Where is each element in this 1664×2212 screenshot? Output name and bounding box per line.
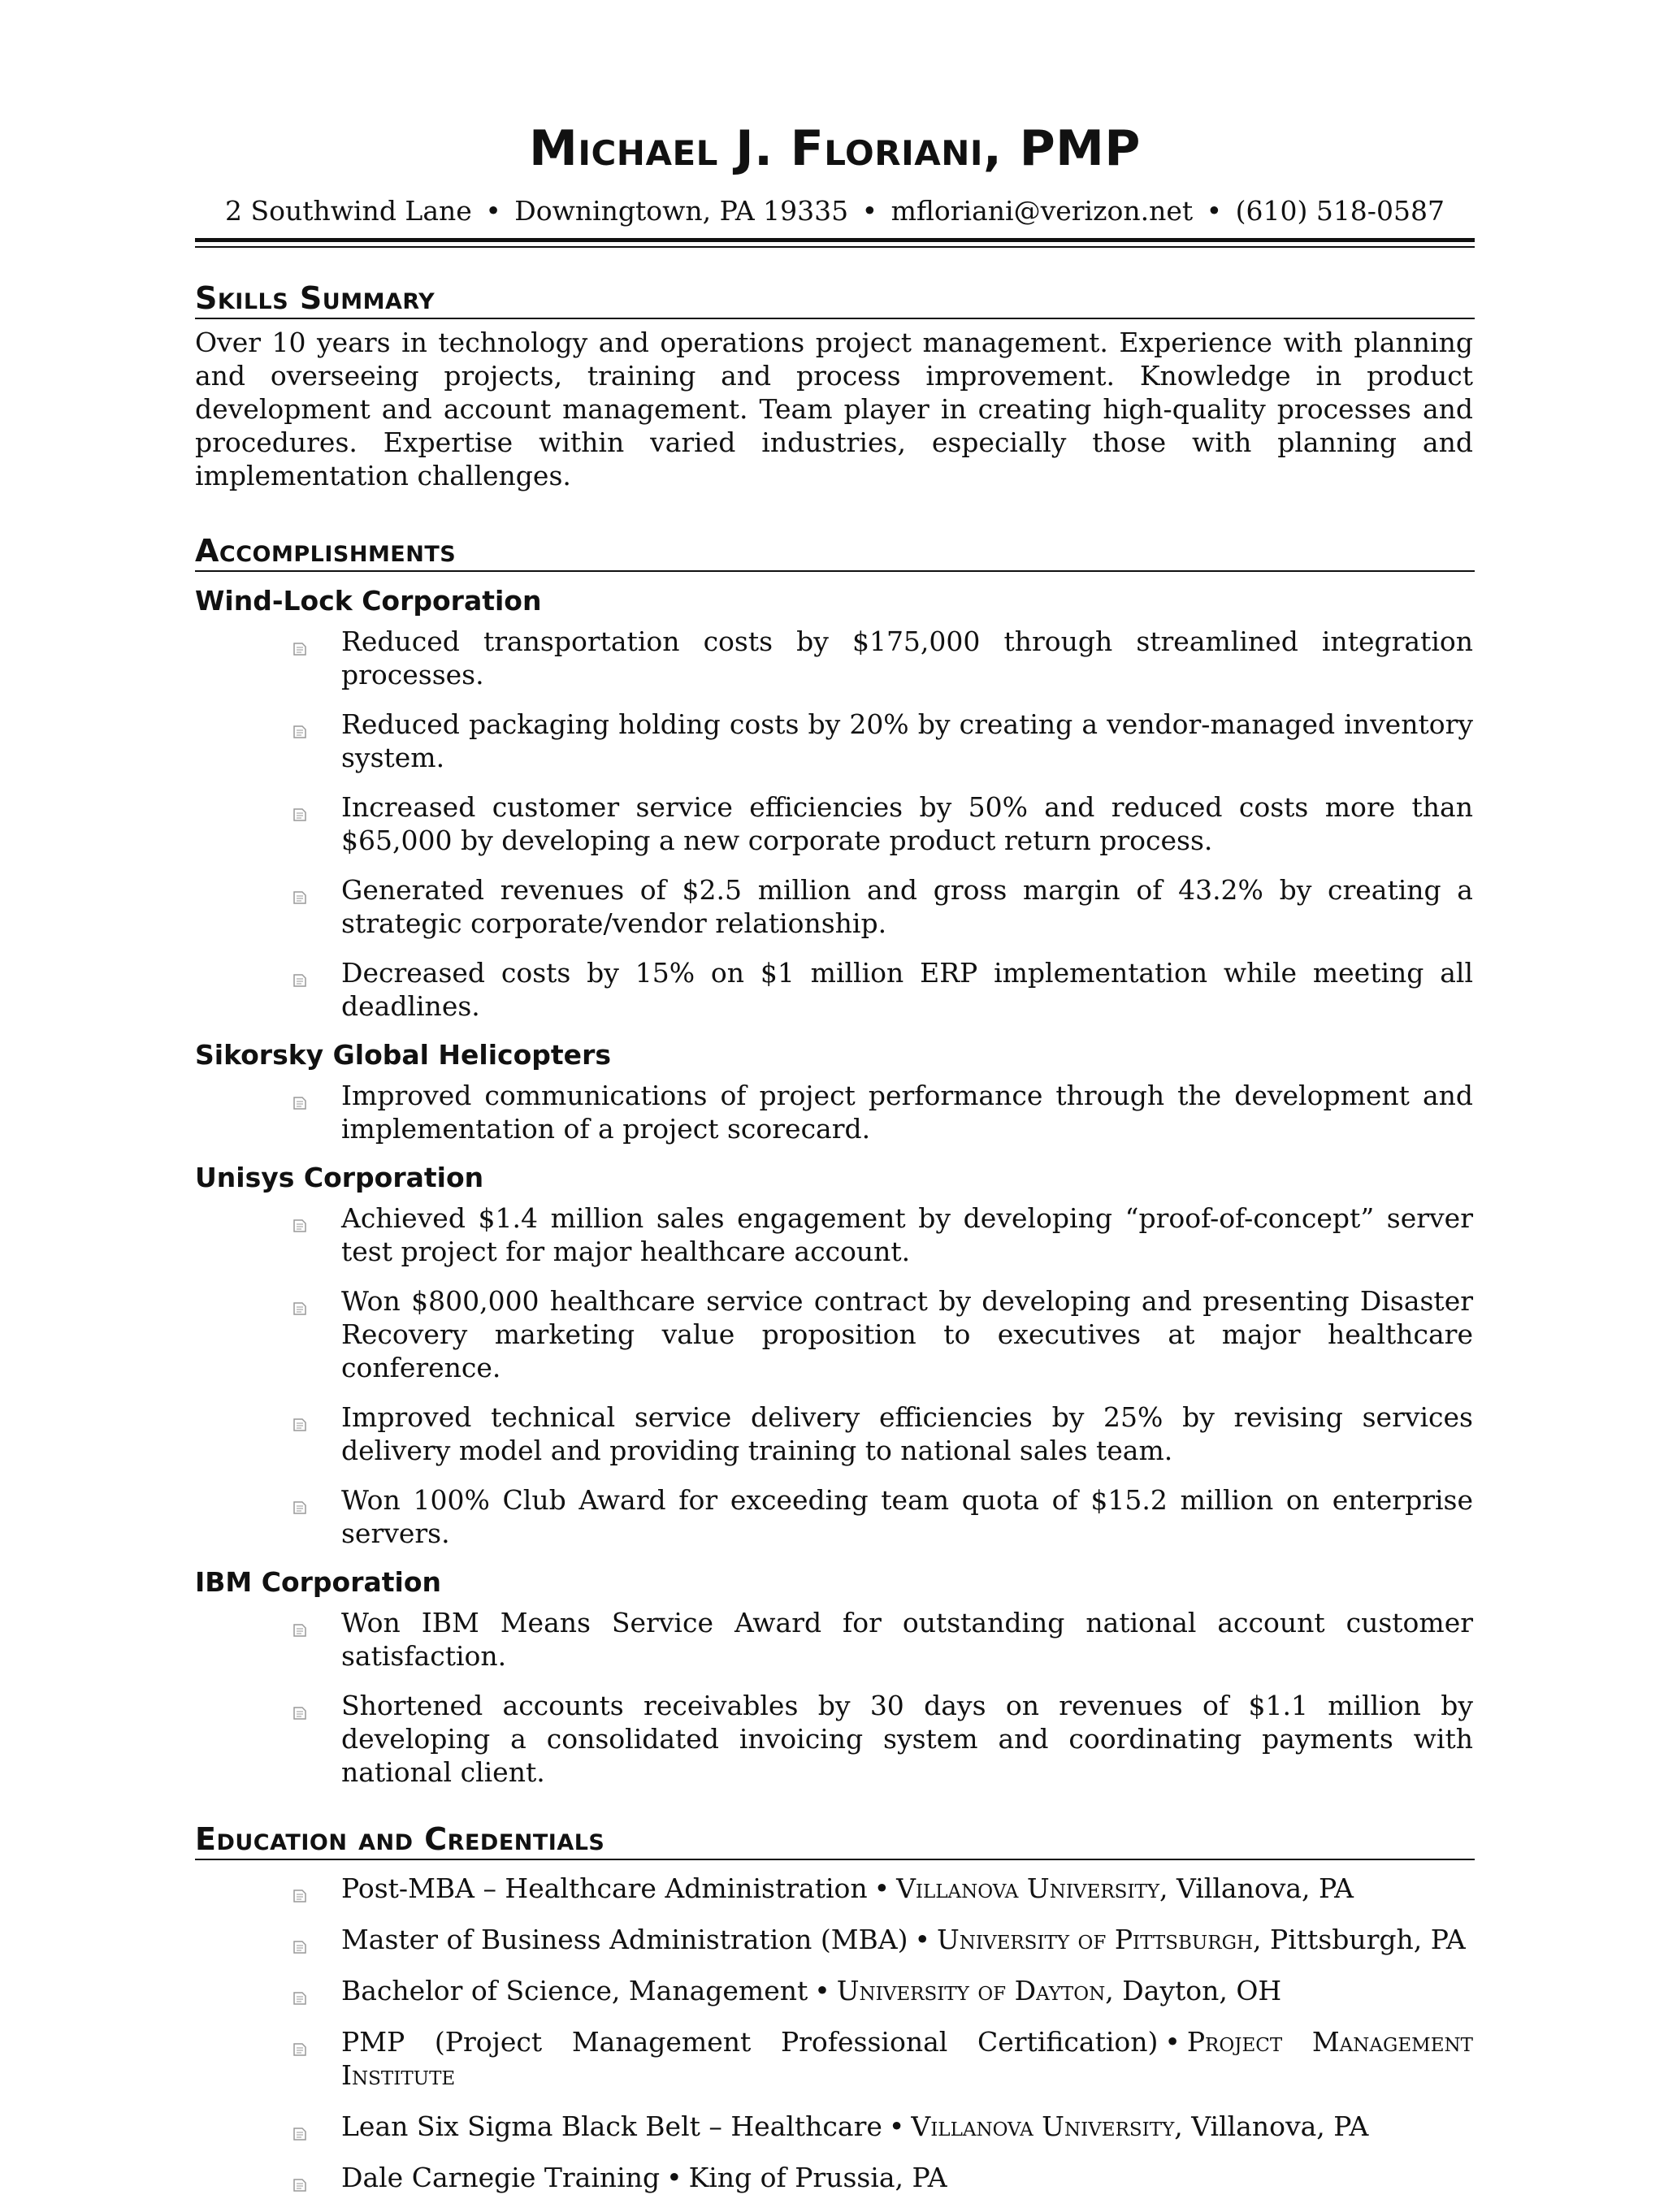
accomplishment-items (195, 1606, 1475, 1789)
accomplishment-item (195, 1483, 1473, 1550)
accomplishment-text: Won 100% Club Award for exceeding team quota of $15.2 million on enterprise servers. (341, 1484, 1473, 1549)
document-bullet-icon (292, 2032, 309, 2050)
accomplishment-items (195, 625, 1475, 1023)
candidate-name: Michael J. Floriani, PMP (529, 120, 1141, 177)
accomplishment-text: Improved technical service delivery efficiencies by 25% by revising services delivery model and providing training to national sales team. (341, 1401, 1473, 1466)
document-bullet-icon (292, 1696, 309, 1714)
accomplishment-text: Decreased costs by 15% on $1 million ERP implementation while meeting all deadlines. (341, 957, 1473, 1022)
document-bullet-icon (292, 798, 309, 816)
document-bullet-icon (292, 963, 309, 981)
resume-page (195, 0, 1475, 2212)
accomplishment-text: Won IBM Means Service Award for outstanding national account customer satisfaction. (341, 1607, 1473, 1672)
section-title-accomplishments: Accomplishments (195, 533, 1475, 572)
education-item (195, 1974, 1473, 2007)
document-bullet-icon (292, 1408, 309, 1426)
location: , Villanova, PA (1174, 2110, 1369, 2142)
accomplishment-item (195, 708, 1473, 774)
accomplishment-item (195, 956, 1473, 1023)
separator: • (1164, 2026, 1181, 2058)
phone: (610) 518-0587 (1235, 195, 1445, 227)
separator: • (814, 1975, 830, 2006)
company-name: Sikorsky Global Helicopters (195, 1039, 611, 1071)
education-item (195, 2110, 1473, 2143)
education-item (195, 1923, 1473, 1956)
document-bullet-icon (292, 1613, 309, 1631)
credential: Lean Six Sigma Black Belt – Healthcare (341, 2110, 882, 2142)
institution: Villanova University (896, 1872, 1159, 1904)
company-name: Wind-Lock Corporation (195, 585, 542, 617)
document-bullet-icon (292, 2168, 309, 2186)
document-bullet-icon (292, 2117, 309, 2135)
education-item (195, 2025, 1473, 2092)
header-divider (195, 238, 1475, 248)
accomplishment-text: Improved communications of project performance through the development and implementation of a project scorecard. (341, 1080, 1473, 1145)
section-title-education: Education and Credentials (195, 1821, 1475, 1860)
accomplishment-text: Reduced packaging holding costs by 20% by creating a vendor-managed inventory system. (341, 708, 1473, 773)
credential: Post-MBA – Healthcare Administration (341, 1872, 868, 1904)
institution: Project Management Institute (341, 2026, 1473, 2091)
location: , Pittsburgh, PA (1253, 1924, 1466, 1955)
accomplishment-item (195, 1201, 1473, 1268)
institution: University of Dayton (836, 1975, 1106, 2006)
accomplishment-item (195, 1284, 1473, 1384)
separator: • (485, 195, 501, 227)
education-item (195, 1872, 1473, 1905)
accomplishment-text: Shortened accounts receivables by 30 days on revenues of $1.1 million by developing a consolidated invoicing system and coordinating payments with national client. (341, 1690, 1473, 1788)
accomplishment-text: Increased customer service efficiencies by 50% and reduced costs more than $65,000 by developing a new corporate product return process. (341, 791, 1473, 856)
location: , Villanova, PA (1159, 1872, 1354, 1904)
credential: Bachelor of Science, Management (341, 1975, 808, 2006)
company-name: Unisys Corporation (195, 1162, 484, 1193)
document-bullet-icon (292, 1209, 309, 1227)
separator: • (1206, 195, 1223, 227)
institution: University of Pittsburgh (936, 1924, 1254, 1955)
separator: • (666, 2162, 682, 2193)
address: 2 Southwind Lane (225, 195, 472, 227)
separator: • (861, 195, 878, 227)
separator: • (873, 1872, 890, 1904)
location: , Dayton, OH (1105, 1975, 1282, 2006)
city: Downingtown, PA 19335 (514, 195, 849, 227)
accomplishment-item (195, 1400, 1473, 1467)
company-name: IBM Corporation (195, 1566, 442, 1598)
email[interactable]: mfloriani@verizon.net (890, 195, 1194, 227)
accomplishment-text: Generated revenues of $2.5 million and gross margin of 43.2% by creating a strategic corporate/vendor relationship. (341, 874, 1473, 939)
document-bullet-icon (292, 1879, 309, 1897)
accomplishment-text: Achieved $1.4 million sales engagement by developing “proof-of-concept” server test project for major healthcare account. (341, 1202, 1473, 1267)
credential: PMP (Project Management Professional Certification) (341, 2026, 1159, 2058)
document-bullet-icon (292, 1930, 309, 1948)
credential: Dale Carnegie Training (341, 2162, 661, 2193)
accomplishments-list (195, 585, 1475, 1789)
document-bullet-icon (292, 881, 309, 898)
document-bullet-icon (292, 1292, 309, 1309)
accomplishment-item (195, 790, 1473, 857)
accomplishment-items (195, 1201, 1475, 1550)
accomplishment-item (195, 1079, 1473, 1145)
contact-line (195, 195, 1475, 227)
document-bullet-icon (292, 715, 309, 733)
accomplishment-text: Reduced transportation costs by $175,000 through streamlined integration processes. (341, 626, 1473, 690)
accomplishment-item (195, 1689, 1473, 1789)
accomplishment-items (195, 1079, 1475, 1145)
accomplishment-item (195, 1606, 1473, 1673)
separator: • (888, 2110, 905, 2142)
education-list (195, 1872, 1475, 2194)
document-bullet-icon (292, 1981, 309, 1999)
section-title-skills: Skills Summary (195, 280, 1475, 319)
location: King of Prussia, PA (688, 2162, 947, 2193)
document-bullet-icon (292, 1086, 309, 1104)
separator: • (914, 1924, 930, 1955)
document-bullet-icon (292, 1491, 309, 1509)
skills-summary-text: Over 10 years in technology and operations project management. Experience with planning and overseeing projects, training and process improvement. Knowledge in product development and account management. Team player in creating high-quality processes and procedures. Expertise within varied industries, especially those with planning and implementation challenges. (195, 327, 1473, 491)
institution: Villanova University (911, 2110, 1175, 2142)
accomplishment-text: Won $800,000 healthcare service contract by developing and presenting Disaster Recovery marketing value proposition to executives at major healthcare conference. (341, 1285, 1473, 1383)
accomplishment-item (195, 625, 1473, 691)
accomplishment-item (195, 873, 1473, 940)
credential: Master of Business Administration (MBA) (341, 1924, 908, 1955)
education-item (195, 2161, 1473, 2194)
document-bullet-icon (292, 632, 309, 650)
